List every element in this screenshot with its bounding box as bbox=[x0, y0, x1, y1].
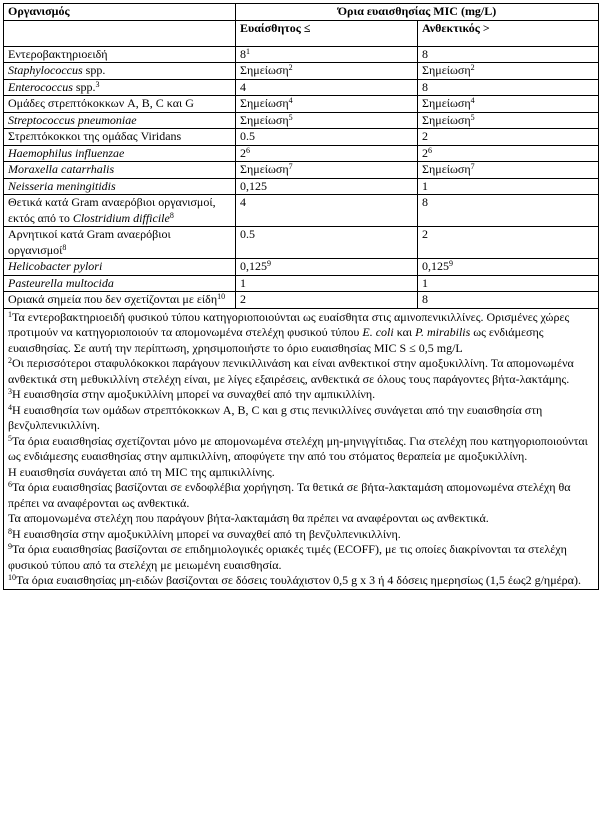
organism-name: Streptococcus pneumoniae bbox=[8, 112, 137, 127]
footnote bbox=[8, 542, 594, 573]
mic-breakpoints-header: Όρια ευαισθησίας MIC (mg/L) bbox=[236, 4, 599, 21]
table-body bbox=[4, 46, 599, 308]
footnote bbox=[8, 527, 594, 543]
resistant-value: Σημείωση bbox=[422, 112, 471, 127]
resistant-value: 8 bbox=[422, 46, 428, 61]
organism-name: Εντεροβακτηριοειδή bbox=[8, 46, 108, 61]
footnote-ref: 1 bbox=[246, 46, 250, 56]
susceptible-cell bbox=[236, 259, 418, 276]
footnote-ref: 9 bbox=[449, 259, 453, 268]
footnote bbox=[8, 573, 594, 589]
susceptible-value: 2 bbox=[240, 292, 246, 306]
footnote-text: Τα απομονωμένα στελέχη που παράγουν βήτα-λακταμάση θα πρέπει να αναφέρονται ως ανθεκτικά. bbox=[8, 511, 489, 525]
table-row bbox=[4, 112, 599, 129]
footnote-number: 8 bbox=[8, 526, 12, 536]
resistant-value: 8 bbox=[422, 195, 428, 209]
resistant-header: Ανθεκτικός > bbox=[418, 20, 599, 46]
organism-cell bbox=[4, 112, 236, 129]
resistant-cell bbox=[418, 275, 599, 292]
footnote bbox=[8, 403, 594, 434]
footnote-text: Η ευαισθησία συνάγεται από τη MIC της αμπικιλλίνης. bbox=[8, 464, 275, 479]
resistant-cell bbox=[418, 63, 599, 80]
resistant-value: Σημείωση bbox=[422, 162, 471, 176]
organism-cell bbox=[4, 63, 236, 80]
resistant-cell bbox=[418, 129, 599, 146]
footnote-ref: 5 bbox=[470, 112, 475, 122]
organism-name: Ομάδες στρεπτόκοκκων A, B, C και G bbox=[8, 96, 194, 110]
footnote-text: Τα όρια ευαισθησίας βασίζονται σε ενδοφλέβια χορήγηση. Τα θετικά σε βήτα-λακταμάση απομονωμένα στελέχη θα πρέπει να αναφέρονται ως ανθεκτικά. bbox=[8, 480, 571, 510]
organism-cell bbox=[4, 195, 236, 227]
susceptible-value: 4 bbox=[240, 195, 246, 209]
resistant-value: 2 bbox=[422, 145, 428, 160]
footnote-text: Τα όρια ευαισθησίας βασίζονται σε επιδημιολογικές οριακές τιμές (ECOFF), με τις οποίες διακρίνονται τα στελέχη φυσικού τύπου από τα στελέχη με μειωμένη ευαισθησία. bbox=[8, 542, 567, 572]
footnote-text: Η ευαισθησία στην αμοξυκιλλίνη μπορεί να συναχθεί από τη βενζυλπενικιλλίνη. bbox=[12, 526, 401, 541]
organism-name: Moraxella catarrhalis bbox=[8, 162, 115, 176]
footnote-ref: 8 bbox=[169, 210, 174, 220]
footnote-ref: 3 bbox=[95, 79, 100, 89]
susceptible-value: 2 bbox=[240, 145, 246, 160]
susceptible-cell bbox=[236, 96, 418, 113]
resistant-cell bbox=[418, 292, 599, 309]
footnote-ref: 8 bbox=[62, 242, 67, 252]
susceptible-value: 0.5 bbox=[240, 227, 255, 241]
susceptible-cell bbox=[236, 178, 418, 195]
organism-name: Οριακά σημεία που δεν σχετίζονται με είδη bbox=[8, 292, 218, 306]
resistant-value: Σημείωση bbox=[422, 96, 471, 110]
footnote-text: ως ενδιάμεσης ευαισθησίας. Σε αυτή την περίπτωση, χρησιμοποιήστε το όριο ευαισθησίας MIC S ≤ 0,5 mg/L bbox=[8, 325, 544, 355]
footnote-ref: 2 bbox=[288, 63, 293, 72]
susceptible-value: 0,125 bbox=[240, 178, 267, 193]
footnote-ref: 7 bbox=[470, 162, 475, 171]
susceptible-header: Ευαίσθητος ≤ bbox=[236, 20, 418, 46]
organism-name: Staphylococcus bbox=[8, 63, 83, 77]
footnote-number: 9 bbox=[8, 542, 12, 551]
resistant-value: 2 bbox=[422, 129, 428, 143]
organism-cell bbox=[4, 162, 236, 179]
organism-name: Enterococcus bbox=[8, 79, 73, 94]
organism-name: Pasteurella multocida bbox=[8, 275, 114, 290]
footnote-text: Η ευαισθησία στην αμοξυκιλλίνη μπορεί να συναχθεί από την αμπικιλλίνη. bbox=[12, 387, 376, 401]
resistant-value: 1 bbox=[422, 178, 428, 193]
table-row bbox=[4, 96, 599, 113]
organism-name: Θετικά κατά Gram αναερόβιοι οργανισμοί, εκτός από το bbox=[8, 195, 216, 225]
resistant-cell bbox=[418, 162, 599, 179]
footnote-text: Τα όρια ευαισθησίας μη-ειδών βασίζονται σε δόσεις τουλάχιστον 0,5 g x 3 ή 4 δόσεις ημερησίως (1,5 έως2 g/ημέρα). bbox=[16, 573, 581, 587]
footnote-ref: 2 bbox=[470, 63, 475, 72]
resistant-cell bbox=[418, 259, 599, 276]
susceptible-cell bbox=[236, 292, 418, 309]
susceptible-value: 1 bbox=[240, 275, 246, 290]
footnotes bbox=[4, 308, 599, 589]
table-row bbox=[4, 259, 599, 276]
susceptible-cell bbox=[236, 63, 418, 80]
footnote-ref: 5 bbox=[288, 112, 293, 122]
footnote bbox=[8, 387, 594, 403]
organism-name: Haemophilus influenzae bbox=[8, 145, 125, 160]
susceptible-value: Σημείωση bbox=[240, 162, 289, 176]
organism-header-blank bbox=[4, 20, 236, 46]
organism-cell bbox=[4, 275, 236, 292]
footnote bbox=[8, 480, 594, 511]
resistant-cell bbox=[418, 145, 599, 162]
susceptible-cell bbox=[236, 145, 418, 162]
organism-cell bbox=[4, 292, 236, 309]
header-row-2 bbox=[4, 20, 599, 46]
mic-breakpoint-table bbox=[3, 3, 599, 590]
footnote bbox=[8, 465, 594, 481]
footnote bbox=[8, 511, 594, 527]
footnote-number: 6 bbox=[8, 480, 12, 489]
footnote-italic-text: E. coli bbox=[362, 325, 394, 339]
organism-name-italic: Clostridium difficile bbox=[72, 210, 170, 225]
organism-cell bbox=[4, 46, 236, 63]
organism-cell bbox=[4, 129, 236, 146]
footnote bbox=[8, 434, 594, 465]
footnote-ref: 4 bbox=[470, 96, 475, 105]
table-row bbox=[4, 178, 599, 195]
footnote-text: Η ευαισθησία των ομάδων στρεπτόκοκκων A, B, C και g στις πενικιλλίνες συνάγεται από την ευαισθησία στη βενζυλπενικιλλίνη. bbox=[8, 402, 543, 432]
table-row bbox=[4, 129, 599, 146]
footnotes-row bbox=[4, 308, 599, 589]
susceptible-cell bbox=[236, 46, 418, 63]
resistant-value: Σημείωση bbox=[422, 63, 471, 77]
footnote-number: 3 bbox=[8, 387, 12, 396]
footnote-ref: 4 bbox=[288, 96, 293, 105]
susceptible-value: Σημείωση bbox=[240, 112, 289, 127]
footnote-ref: 6 bbox=[246, 145, 250, 155]
footnote-ref: 10 bbox=[217, 292, 226, 301]
footnote-text: Τα εντεροβακτηριοειδή φυσικού τύπου κατηγοριοποιούνται ως ευαίσθητα στις αμινοπενικιλλίνες. Ορισμένες χώρες προτιμούν να κατηγοριοποιούν τα απομονωμένα στελέχη φυσικού τύπου bbox=[8, 309, 570, 339]
susceptible-cell bbox=[236, 112, 418, 129]
resistant-cell bbox=[418, 112, 599, 129]
susceptible-cell bbox=[236, 129, 418, 146]
organism-name: Αρνητικοί κατά Gram αναερόβιοι οργανισμοί bbox=[8, 227, 171, 257]
table-row bbox=[4, 162, 599, 179]
organism-header: Οργανισμός bbox=[4, 4, 236, 21]
resistant-cell bbox=[418, 96, 599, 113]
footnote-text: Οι περισσότεροι σταφυλόκοκκοι παράγουν πενικιλλινάση και είναι ανθεκτικοί στην αμοξυκιλλίνη. Τα απομονωμένα ανθεκτικά στη μεθυκιλλίνη στελέχη είναι, με λίγες εξαιρέσεις, ανθεκτικά σε όλους τους παράγοντες βήτα-λακτάμης. bbox=[8, 356, 574, 386]
resistant-cell bbox=[418, 195, 599, 227]
resistant-cell bbox=[418, 227, 599, 259]
footnote-number: 5 bbox=[8, 433, 12, 443]
footnote-number: 2 bbox=[8, 356, 12, 365]
resistant-value: 8 bbox=[422, 79, 428, 94]
susceptible-value: 4 bbox=[240, 79, 246, 94]
table-row bbox=[4, 46, 599, 63]
organism-cell bbox=[4, 79, 236, 96]
footnote-ref: 7 bbox=[288, 162, 293, 171]
organism-cell bbox=[4, 259, 236, 276]
organism-cell bbox=[4, 178, 236, 195]
susceptible-cell bbox=[236, 227, 418, 259]
organism-name: Helicobacter pylori bbox=[8, 259, 103, 273]
table-row bbox=[4, 63, 599, 80]
footnote-text: Τα όρια ευαισθησίας σχετίζονται μόνο με απομονωμένα στελέχη μη-μηνιγγίτιδας. Για στελέχη που κατηγοριοποιούνται ως ενδιάμεσης ευαισθησίας στην αμπικιλλίνη, αποφύγετε την από του στόματος θεραπεία με αμοξυκιλλίνη. bbox=[8, 433, 588, 463]
table-row bbox=[4, 145, 599, 162]
susceptible-value: 8 bbox=[240, 46, 246, 61]
susceptible-value: 0.5 bbox=[240, 129, 255, 143]
susceptible-value: 0,125 bbox=[240, 259, 267, 273]
footnote bbox=[8, 310, 594, 357]
organism-cell bbox=[4, 227, 236, 259]
footnote-number: 10 bbox=[8, 573, 16, 582]
footnote-ref: 9 bbox=[267, 259, 271, 268]
table-row bbox=[4, 275, 599, 292]
susceptible-cell bbox=[236, 195, 418, 227]
organism-name: Neisseria meningitidis bbox=[8, 178, 116, 193]
header-row-1 bbox=[4, 4, 599, 21]
susceptible-cell bbox=[236, 275, 418, 292]
organism-suffix: spp. bbox=[72, 79, 96, 94]
susceptible-cell bbox=[236, 162, 418, 179]
footnote-text: και bbox=[393, 325, 416, 339]
resistant-cell bbox=[418, 178, 599, 195]
organism-name: Στρεπτόκοκκοι της ομάδας Viridans bbox=[8, 129, 182, 143]
resistant-value: 2 bbox=[422, 227, 428, 241]
organism-suffix: spp. bbox=[82, 63, 106, 77]
resistant-cell bbox=[418, 46, 599, 63]
footnote-number: 4 bbox=[8, 402, 12, 412]
table-row bbox=[4, 292, 599, 309]
susceptible-value: Σημείωση bbox=[240, 63, 289, 77]
table-row bbox=[4, 227, 599, 259]
resistant-value: 1 bbox=[422, 275, 428, 290]
footnote-italic-text: P. mirabilis bbox=[415, 325, 471, 339]
susceptible-value: Σημείωση bbox=[240, 96, 289, 110]
footnote bbox=[8, 356, 594, 387]
table-row bbox=[4, 195, 599, 227]
table-row bbox=[4, 79, 599, 96]
footnote-number: 1 bbox=[8, 309, 12, 319]
resistant-value: 8 bbox=[422, 292, 428, 306]
organism-cell bbox=[4, 145, 236, 162]
footnote-ref: 6 bbox=[428, 145, 432, 155]
organism-cell bbox=[4, 96, 236, 113]
susceptible-cell bbox=[236, 79, 418, 96]
mic-breakpoint-document bbox=[3, 3, 598, 590]
resistant-value: 0,125 bbox=[422, 259, 449, 273]
resistant-cell bbox=[418, 79, 599, 96]
